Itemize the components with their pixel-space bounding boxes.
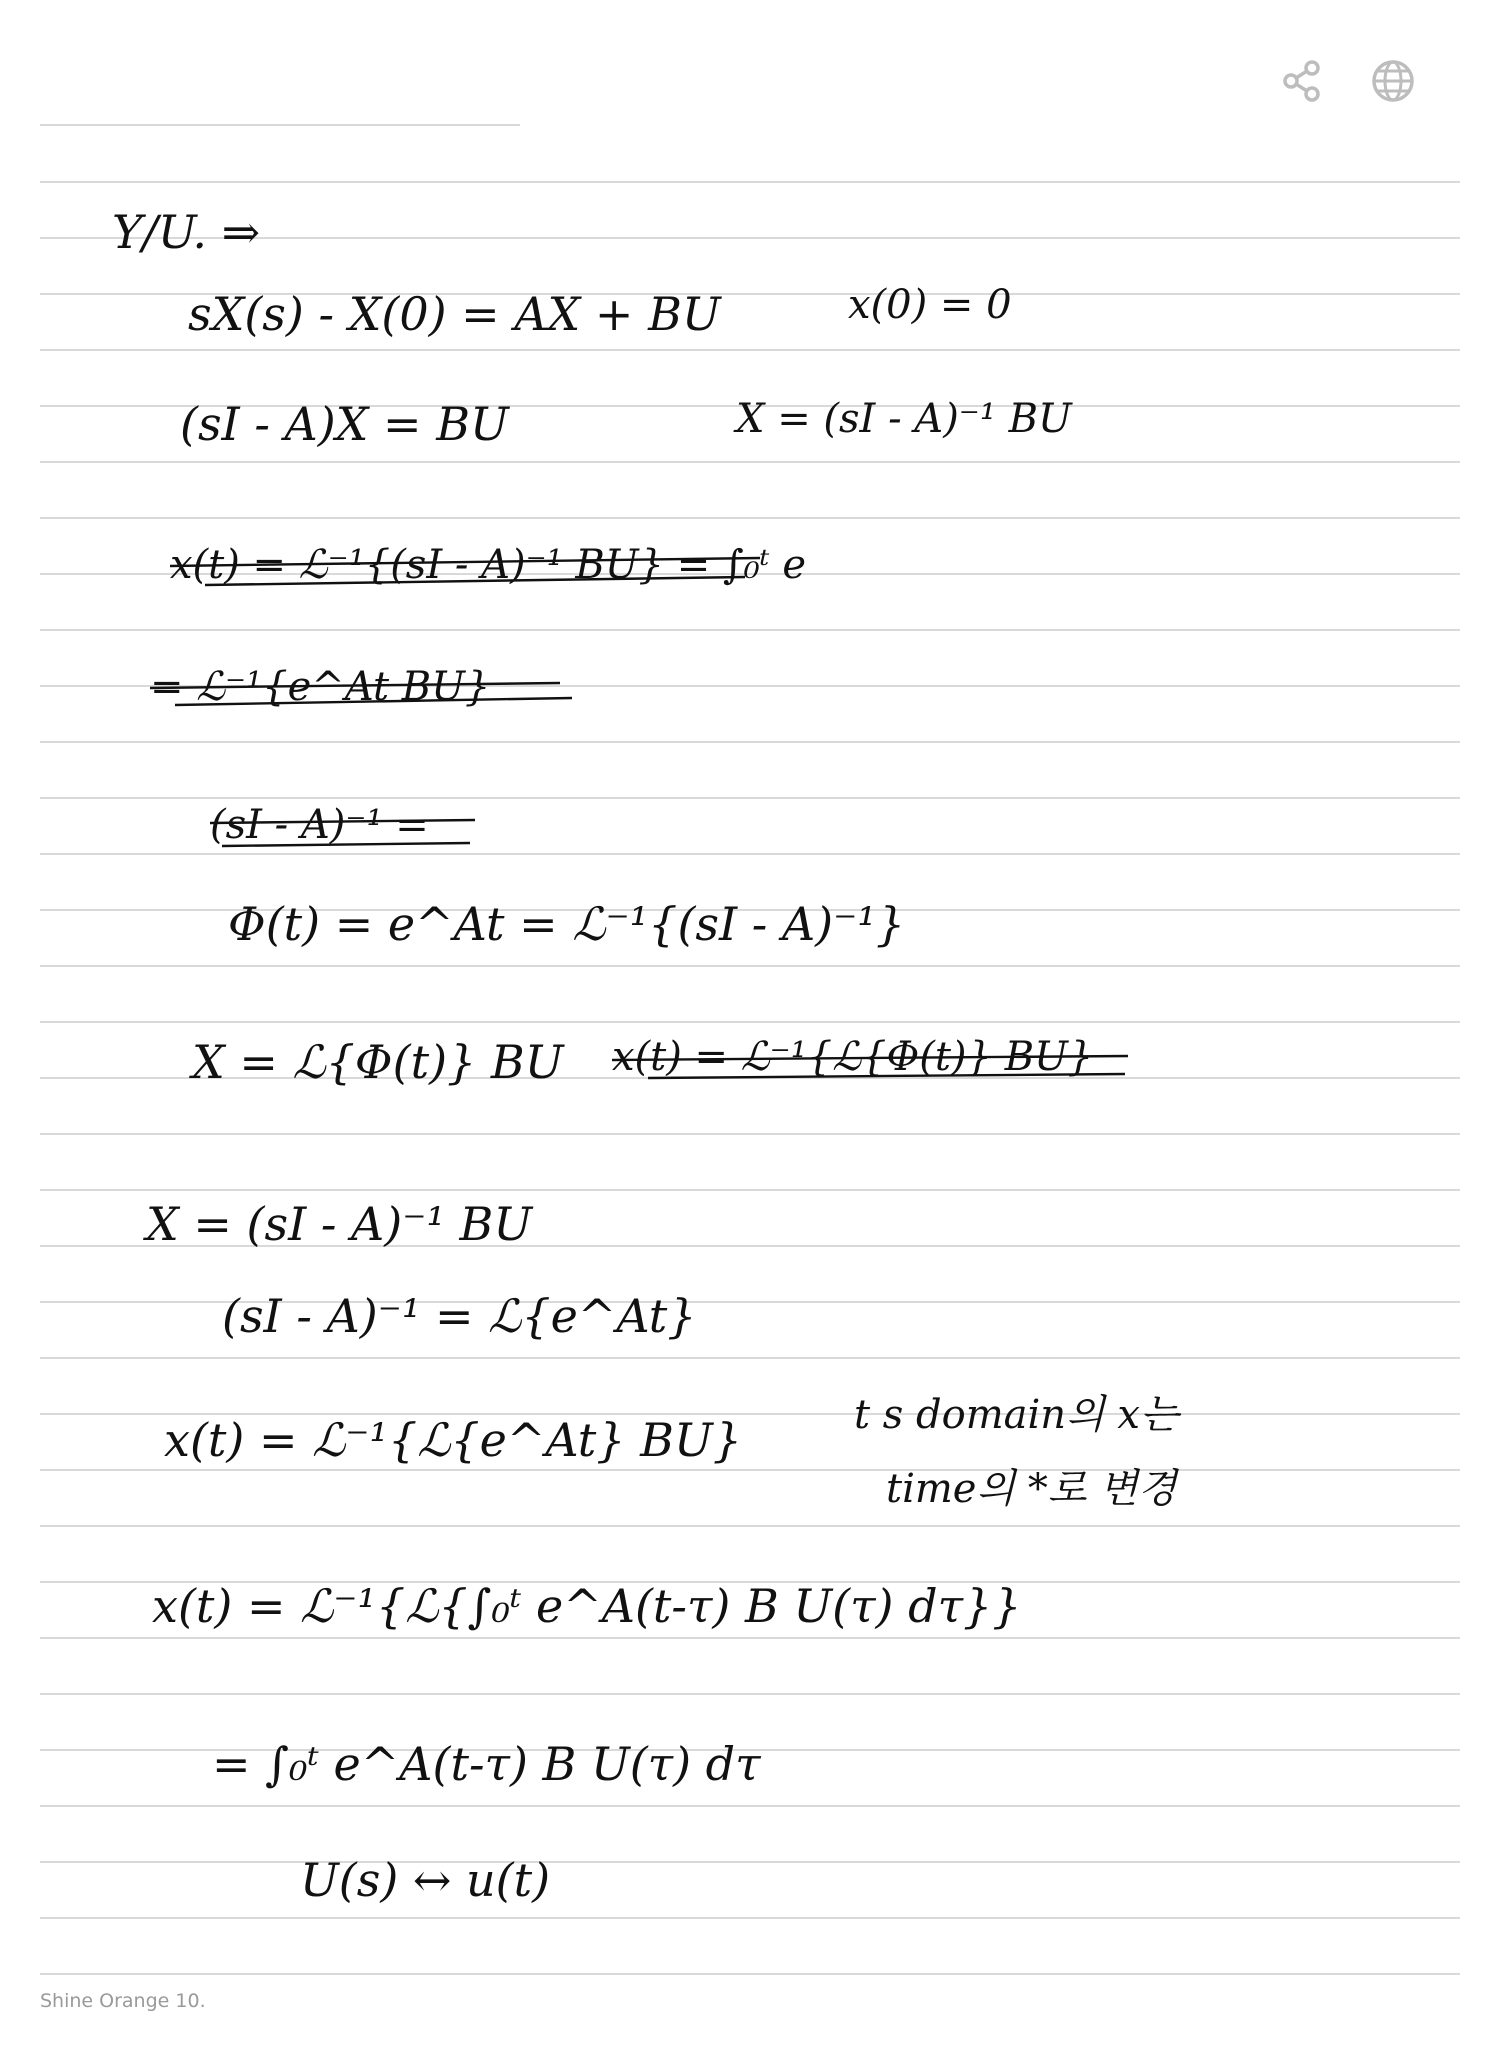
note-line: x(0) = 0 [848,282,1012,328]
note-line: = ∫₀ᵗ e^A(t-τ) B U(τ) dτ [212,1737,761,1791]
note-line: X = (sI - A)⁻¹ BU [736,396,1072,442]
note-line: x(t) = ℒ⁻¹{ℒ{e^At} BU} [164,1413,743,1467]
ruled-lines [40,0,1460,2048]
note-line-struck: x(t) = ℒ⁻¹{(sI - A)⁻¹ BU} = ∫₀ᵗ e [170,542,807,588]
note-line-struck: x(t) = ℒ⁻¹{ℒ{Φ(t)} BU} [612,1034,1094,1080]
note-line-struck: = ℒ⁻¹{e^At BU} [150,664,491,710]
note-line: (sI - A)X = BU [180,397,509,451]
note-line: Φ(t) = e^At = ℒ⁻¹{(sI - A)⁻¹} [228,897,906,951]
note-line: X = (sI - A)⁻¹ BU [146,1197,533,1251]
note-line: time의 *로 변경 [886,1466,1177,1512]
note-line: x(t) = ℒ⁻¹{ℒ{∫₀ᵗ e^A(t-τ) B U(τ) dτ}} [152,1579,1022,1633]
note-line: U(s) ↔ u(t) [300,1853,551,1907]
note-line-struck: (sI - A)⁻¹ = [210,802,429,848]
note-line: Y/U. ⇒ [112,205,261,259]
note-line: sX(s) - X(0) = AX + BU [188,287,721,341]
note-line: t s domain의 x는 [854,1392,1179,1438]
note-line: (sI - A)⁻¹ = ℒ{e^At} [222,1289,697,1343]
footer-label: Shine Orange 10. [40,1990,206,2012]
note-line: X = ℒ{Φ(t)} BU [192,1035,564,1089]
